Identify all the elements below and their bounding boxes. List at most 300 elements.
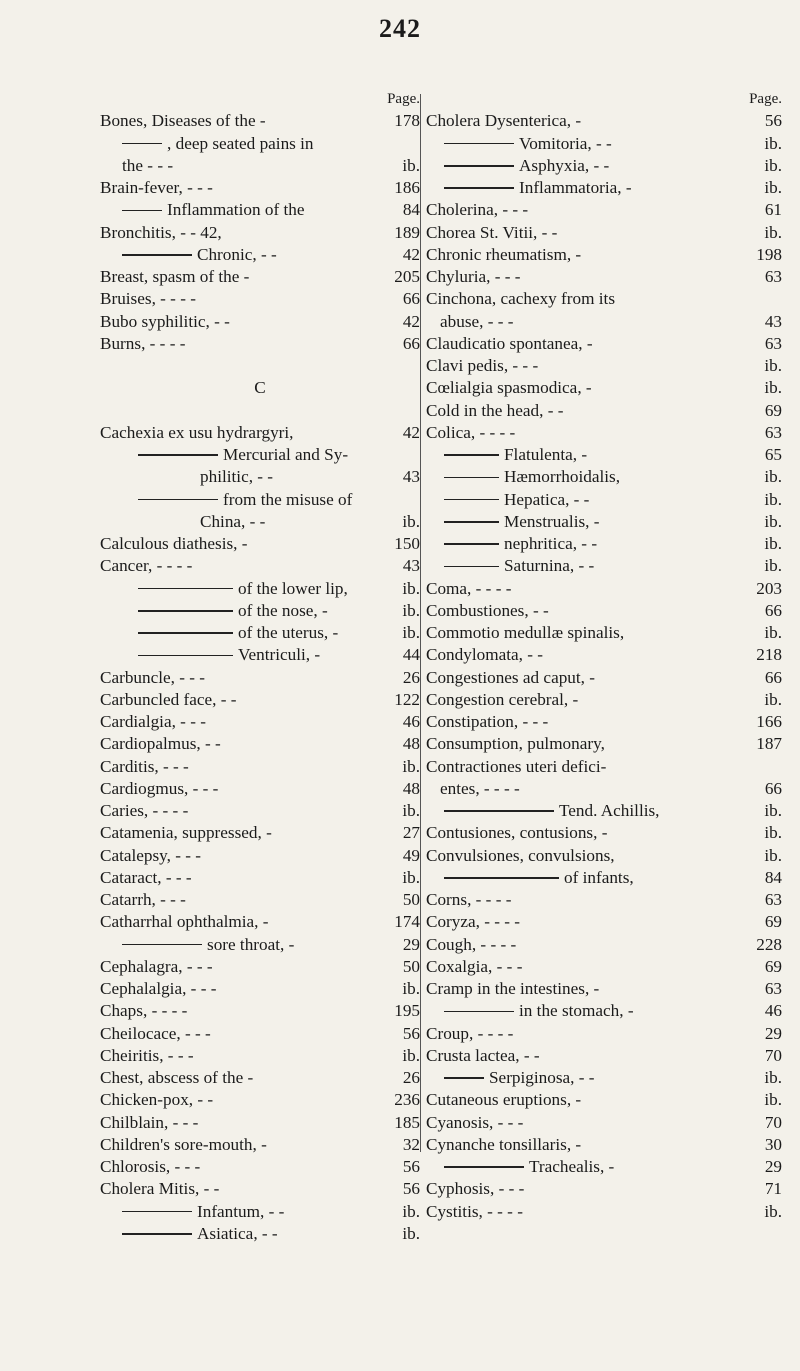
entry-page: ib. [764,155,782,175]
entry-page: 50 [402,956,420,976]
entry-term-text: C [254,378,266,398]
entry-term-text: entes, - - - - [440,778,520,798]
entry-term [100,1089,213,1111]
entry-term-text: Chyluria, - - - [426,267,521,286]
entry-page: 63 [764,422,782,442]
entry-term [100,733,221,755]
entry-page: ib. [402,1201,420,1221]
entry-term-text: Brain-fever, - - - [100,178,213,197]
index-entry [426,222,782,244]
entry-page: 63 [764,979,782,998]
entry-term [100,689,236,711]
entry-term-text: Cough, - - - - [426,934,517,954]
index-entry [100,533,420,555]
entry-page: ib. [764,801,782,820]
index-entry [100,466,420,488]
entry-term [100,956,213,978]
entry-page: 27 [402,823,420,843]
entry-term [440,778,520,800]
index-entry [426,511,782,533]
index-entry [100,1112,420,1134]
index-entry [426,978,782,1000]
entry-term [426,711,548,733]
entry-page: 186 [394,178,420,197]
entry-term-text: philitic, - - [200,467,274,487]
entry-term [138,578,348,600]
index-entry [426,1201,782,1223]
index-entry [426,756,782,778]
ditto-dash [122,1233,192,1235]
entry-page: 189 [394,222,420,242]
index-entry [426,934,782,956]
entry-term-text: Chorea St. Vitii, - - [426,222,558,242]
entry-term [426,1089,581,1111]
entry-term [426,845,615,867]
entry-term [100,822,272,844]
entry-page: ib. [402,511,420,531]
index-entry [100,155,420,177]
entry-term [426,244,581,266]
index-entry [426,622,782,644]
entry-term-text: Bubo syphilitic, - - [100,311,230,331]
section-letter [100,377,420,399]
entry-term-text: Congestion cerebral, - [426,689,579,709]
index-entry [100,222,420,244]
entry-page: 29 [764,1023,782,1043]
entry-page: 26 [402,1068,420,1087]
entry-term-text: Inflammatoria, - [519,178,632,197]
index-entry [426,555,782,577]
entry-page: ib. [402,623,420,642]
index-entry [100,133,420,155]
index-entry [100,288,420,310]
entry-term-text: Claudicatio spontanea, - [426,333,593,353]
index-entry [100,177,420,199]
entry-term-text: Cold in the head, - - [426,400,564,420]
entry-term-text: Breast, spasm of the - [100,267,250,286]
entry-term [100,1067,253,1089]
entry-page: 198 [756,244,782,264]
entry-page: ib. [764,467,782,487]
index-entry [100,1000,420,1022]
entry-page: 48 [402,734,420,754]
entry-term [100,110,266,132]
entry-page: ib. [764,178,782,197]
ditto-dash [138,588,233,590]
entry-term [100,1023,211,1045]
entry-term-text: Carbuncled face, - - [100,689,237,709]
entry-term [100,667,205,689]
entry-page: 203 [756,578,782,598]
entry-page: 228 [756,934,782,954]
entry-term-text: China, - - [200,511,266,531]
entry-term [444,1067,595,1089]
ditto-dash [138,499,218,501]
entry-term [426,266,521,288]
index-entry [100,733,420,755]
entry-page: 65 [764,445,782,464]
entry-term [426,1045,540,1067]
index-entry [100,867,420,889]
index-entry [426,1134,782,1156]
index-entry [426,177,782,199]
index-entry [426,155,782,177]
ditto-dash [444,187,514,189]
entry-term-text: Cyanosis, - - - [426,1112,524,1132]
entry-term-text: Clavi pedis, - - - [426,356,539,375]
entry-term-text: Hepatica, - - [504,489,590,509]
index-entry [100,778,420,800]
entry-page: 66 [402,333,420,353]
entry-term-text: Cheilocace, - - - [100,1023,211,1043]
entry-page: 44 [402,645,420,665]
entry-page: ib. [764,556,782,576]
entry-term-text: Asphyxia, - - [519,155,610,175]
entry-page: 26 [402,667,420,687]
entry-term [122,133,314,155]
entry-term-text: Contusiones, contusions, - [426,823,608,843]
entry-term-text: Asiatica, - - [197,1223,278,1243]
entry-term-text: Caries, - - - - [100,801,189,820]
entry-term-text: Corns, - - - - [426,890,512,909]
entry-term-text: Cutaneous eruptions, - [426,1090,582,1110]
entry-page: ib. [402,867,420,887]
index-entry [426,266,782,288]
entry-page: 43 [402,467,420,487]
index-entry [426,911,782,933]
entry-term-text: of the uterus, - [238,623,339,642]
index-entry [426,889,782,911]
entry-term [444,133,612,155]
index-entry [426,400,782,422]
entry-page: 43 [764,311,782,331]
entry-term-text: in the stomach, - [519,1001,634,1021]
entry-term-text: Cystitis, - - - - [426,1201,523,1221]
entry-term-text: Serpiginosa, - - [489,1068,595,1087]
index-entry [426,800,782,822]
entry-term-text: Catharrhal ophthalmia, - [100,912,269,932]
entry-term-text: Combustiones, - - [426,600,549,620]
entry-term [122,1201,284,1223]
entry-page: 166 [756,712,782,731]
entry-page: ib. [402,578,420,598]
entry-term-text: of the nose, - [238,600,328,620]
entry-term [100,1156,200,1178]
entry-page: 42 [402,422,420,442]
ditto-dash [444,810,554,812]
entry-term [426,1201,523,1223]
ditto-dash [444,143,514,145]
index-entry [100,1178,420,1200]
entry-term-text: Bronchitis, - - 42, [100,222,222,242]
index-entry [426,600,782,622]
entry-term [100,311,230,333]
ditto-dash [444,521,499,523]
entry-term-text: Coxalgia, - - - [426,956,523,976]
ditto-dash [444,165,514,167]
index-entry [100,845,420,867]
entry-term [100,889,186,911]
ditto-dash [444,477,499,479]
entry-term-text: Ventriculi, - [238,645,321,665]
entry-term-text: Chlorosis, - - - [100,1157,201,1176]
entry-term-text: Cardiogmus, - - - [100,778,219,798]
ditto-dash [138,655,233,657]
entry-page: 178 [394,111,420,131]
entry-term-text: of infants, [564,867,634,887]
index-entry [100,578,420,600]
entry-page: 61 [764,200,782,220]
index-entry [100,1223,420,1245]
index-entry [426,1067,782,1089]
index-entry [100,622,420,644]
entry-page: ib. [764,489,782,509]
entry-page: 46 [402,712,420,731]
entry-term-text: Cholera Mitis, - - [100,1179,220,1199]
index-column-right [426,88,782,1223]
index-entry [426,311,782,333]
entry-term-text: Flatulenta, - [504,445,588,464]
entry-term [426,377,592,399]
ditto-dash [138,610,233,612]
entry-term [100,778,218,800]
index-entry [426,422,782,444]
index-entry [426,1112,782,1134]
entry-term-text: from the misuse of [223,489,353,509]
entry-page: 66 [764,600,782,620]
entry-page: 187 [756,734,782,754]
index-entry [100,1023,420,1045]
entry-term [122,244,277,266]
index-entry [426,667,782,689]
entry-term-text: Chilblain, - - - [100,1112,199,1132]
entry-term [426,756,606,778]
entry-page: 56 [402,1023,420,1043]
entry-term [426,1112,523,1134]
index-entry [426,444,782,466]
entry-term [444,444,587,466]
entry-term [426,222,557,244]
entry-page: ib. [764,1090,782,1110]
entry-term [444,1000,634,1022]
index-entry [100,689,420,711]
entry-term-text: Cancer, - - - - [100,556,193,576]
entry-term [200,466,273,488]
entry-term [444,177,632,199]
index-entry [100,956,420,978]
index-entry [100,1089,420,1111]
entry-page: 42 [402,311,420,331]
entry-term-text: Cachexia ex usu hydrargyri, [100,422,294,442]
entry-page: ib. [402,1045,420,1065]
entry-term-text: Croup, - - - - [426,1023,514,1043]
entry-page: 69 [764,400,782,420]
entry-page: 30 [764,1134,782,1154]
ditto-dash [444,1077,484,1079]
entry-term-text: Inflammation of the [167,200,305,220]
entry-term-text: Cinchona, cachexy from its [426,289,616,309]
index-entry [100,244,420,266]
ditto-dash [444,1166,524,1168]
entry-term [426,422,515,444]
entry-page: ib. [402,801,420,820]
entry-term-text: Cramp in the intestines, - [426,979,600,998]
ditto-dash [122,143,162,145]
entry-term [100,1178,219,1200]
entry-term-text: Chicken-pox, - - [100,1090,214,1110]
index-entry [100,711,420,733]
entry-term [100,1112,198,1134]
entry-term [426,889,511,911]
entry-term [426,644,543,666]
index-entry [426,689,782,711]
entry-term [100,422,293,444]
ditto-dash [122,210,162,212]
ditto-dash [444,543,499,545]
entry-page: 43 [402,556,420,576]
entry-page: ib. [402,756,420,776]
entry-term-text: Cœlialgia spasmodica, - [426,378,592,398]
entry-page: ib. [764,356,782,375]
index-entry [100,1045,420,1067]
entry-term [200,511,265,533]
index-entry [100,555,420,577]
entry-page: 56 [402,1179,420,1199]
entry-page: 66 [764,778,782,798]
entry-term [426,934,516,956]
entry-term-text: Catarrh, - - - [100,890,186,909]
entry-page: 63 [764,890,782,909]
entry-page: ib. [764,534,782,553]
entry-page: 195 [394,1001,420,1021]
ditto-dash [444,454,499,456]
index-entry [426,377,782,399]
index-entry [100,667,420,689]
entry-page: 56 [764,111,782,131]
ditto-dash [138,632,233,634]
entry-term-text: Commotio medullæ spinalis, [426,623,625,642]
index-entry [100,800,420,822]
entry-term-text: Cardiopalmus, - - [100,734,221,754]
entry-page: 70 [764,1045,782,1065]
entry-term-text: Infantum, - - [197,1201,285,1221]
entry-page: 66 [764,667,782,687]
entry-page: 218 [756,645,782,665]
entry-page: 205 [394,267,420,286]
entry-term [100,1000,187,1022]
entry-page: 50 [402,890,420,909]
entry-page: 71 [764,1179,782,1199]
entry-term [444,511,599,533]
entry-page: ib. [402,155,420,175]
index-entry [426,1156,782,1178]
entry-term [426,110,581,132]
index-entry [426,578,782,600]
ditto-dash [138,454,218,456]
entry-term [426,733,605,755]
index-entry [100,756,420,778]
index-entry [100,444,420,466]
index-entry [100,978,420,1000]
entry-term [426,1134,581,1156]
index-entry [100,266,420,288]
entry-page: 236 [394,1090,420,1110]
index-entry [100,1156,420,1178]
entry-term [100,222,222,244]
entry-term [426,956,522,978]
entry-term-text: Catamenia, suppressed, - [100,823,272,843]
entry-term [138,444,348,466]
entry-term-text: Saturnina, - - [504,556,595,576]
entry-term [426,622,624,644]
entry-page: 56 [402,1157,420,1176]
entry-term [138,600,328,622]
entry-term [100,333,185,355]
index-entry [426,1178,782,1200]
index-entry [100,1067,420,1089]
entry-page: ib. [764,378,782,398]
entry-term [444,867,634,889]
entry-term-text: Cynanche tonsillaris, - [426,1134,582,1154]
entry-term-text: Chronic rheumatism, - [426,244,582,264]
page-header-row [100,88,420,110]
index-entry [100,311,420,333]
page-column-label: Page. [387,91,420,107]
entry-page: 69 [764,912,782,932]
ditto-dash [444,1011,514,1013]
entry-page: ib. [764,222,782,242]
index-entry [100,333,420,355]
entry-term-text: Crusta lactea, - - [426,1045,540,1065]
entry-term [122,155,173,177]
index-column-left [100,88,420,1245]
entry-term-text: sore throat, - [207,934,295,954]
entry-term [100,800,188,822]
ditto-dash [122,1211,192,1213]
entry-page: ib. [764,133,782,153]
entry-term [100,1045,194,1067]
entry-term-text: Catalepsy, - - - [100,845,202,865]
index-entry [426,489,782,511]
entry-page: 122 [394,689,420,709]
entry-term [426,667,595,689]
entry-term [100,911,268,933]
entry-term-text: Chronic, - - [197,244,277,264]
index-entry [426,711,782,733]
index-entry [100,199,420,221]
entry-term-text: Cardialgia, - - - [100,712,206,731]
entry-term-text: Tend. Achillis, [559,801,660,820]
entry-page: ib. [764,689,782,709]
entry-term [426,355,538,377]
entry-term-text: Menstrualis, - [504,511,600,531]
entry-term-text: Contractiones uteri defici- [426,756,607,776]
entry-term-text: Calculous diathesis, - [100,534,248,553]
index-entry [100,600,420,622]
entry-term [100,711,206,733]
entry-term-text: abuse, - - - [440,311,514,331]
entry-term-text: Consumption, pulmonary, [426,734,605,754]
entry-term-text: , deep seated pains in [167,133,314,153]
entry-term [138,644,320,666]
entry-page: 69 [764,956,782,976]
entry-page: 66 [402,289,420,309]
entry-term [440,311,514,333]
entry-term [426,199,528,221]
entry-term [426,689,578,711]
entry-term [100,756,189,778]
entry-term-text: Cephalagra, - - - [100,956,213,976]
